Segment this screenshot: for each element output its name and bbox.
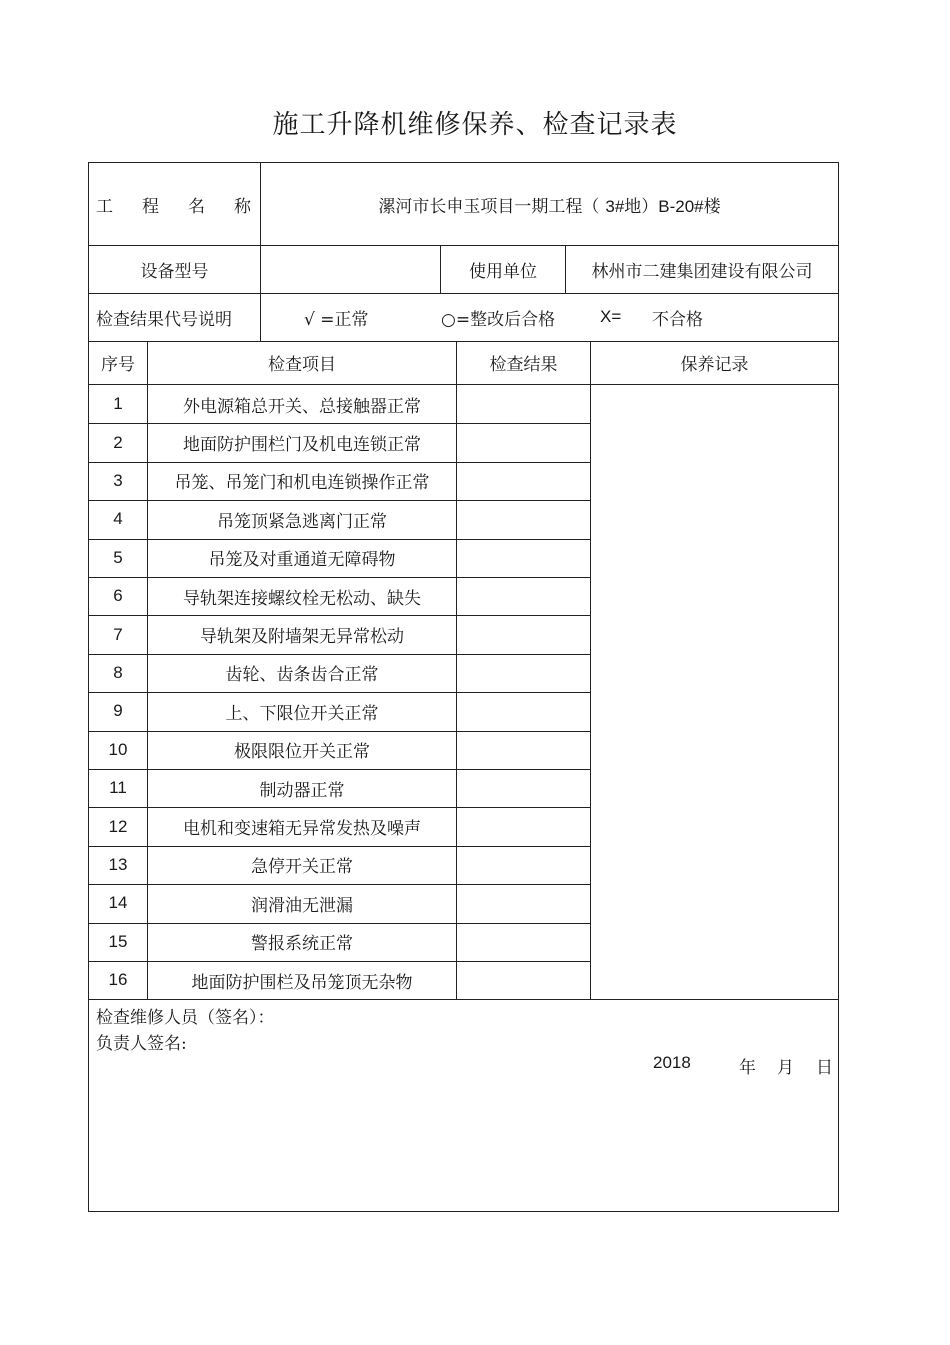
check-item: 吊笼及对重通道无障碍物 (208, 550, 396, 571)
check-result-cell[interactable] (457, 654, 590, 692)
check-result-cell[interactable] (457, 923, 590, 961)
row-number: 10 (108, 739, 128, 759)
date-year: 2018 (653, 1053, 691, 1072)
row-number: 3 (113, 470, 123, 490)
legend-normal: √ =正常 (304, 309, 369, 330)
project-name-value (261, 163, 838, 245)
row-number: 15 (108, 931, 128, 951)
row-number: 11 (109, 778, 127, 798)
legend-label: 检查结果代号说明 (96, 309, 232, 330)
form-title: 施工升降机维修保养、检查记录表 (272, 110, 678, 140)
check-result-cell[interactable] (457, 615, 590, 653)
row-number: 6 (113, 586, 123, 606)
check-item: 地面防护围栏门及机电连锁正常 (183, 435, 421, 456)
column-header-item: 检查项目 (268, 355, 336, 375)
inspector-signature-label: 检查维修人员（签名）： (96, 1008, 275, 1028)
user-unit-value: 林州市二建集团建设有限公司 (591, 261, 813, 282)
check-result-cell[interactable] (457, 731, 590, 769)
project-name-label (89, 163, 260, 245)
check-item: 地面防护围栏及吊笼顶无杂物 (191, 972, 413, 993)
user-unit-label: 使用单位 (469, 261, 537, 282)
check-result-cell[interactable] (457, 769, 590, 807)
check-result-cell[interactable] (457, 385, 590, 423)
date-month-unit: 月 (777, 1058, 794, 1078)
check-item: 外电源箱总开关、总接触器正常 (183, 396, 421, 417)
legend-rectified: ○=整改后合格 (441, 309, 556, 330)
row-number: 16 (108, 970, 128, 990)
equipment-model-value (261, 245, 440, 293)
check-item: 导轨架连接螺纹栓无松动、缺失 (183, 588, 421, 609)
row-number: 7 (113, 624, 123, 644)
date-day-unit: 日 (816, 1058, 833, 1078)
project-label-char: 工 (96, 196, 113, 217)
check-result-cell[interactable] (457, 807, 590, 845)
check-item: 极限限位开关正常 (234, 742, 370, 763)
check-item: 齿轮、齿条齿合正常 (225, 665, 379, 686)
row-number: 9 (113, 701, 123, 721)
check-item: 导轨架及附墙架无异常松动 (200, 627, 404, 648)
row-number: 1 (113, 394, 123, 414)
check-result-cell[interactable] (457, 577, 590, 615)
check-item: 吊笼、吊笼门和机电连锁操作正常 (174, 473, 430, 494)
project-name-part1: 漯河市长申玉项目一期工程（ (378, 196, 600, 217)
check-item: 制动器正常 (259, 780, 345, 801)
legend-fail-text: 不合格 (652, 309, 703, 330)
check-result-cell[interactable] (457, 500, 590, 538)
inspection-form (88, 162, 839, 1212)
row-number: 8 (113, 662, 123, 682)
maintenance-record-cell (591, 385, 838, 999)
check-item: 电机和变速箱无异常发热及噪声 (183, 819, 421, 840)
column-header-maintenance: 保养记录 (680, 355, 749, 375)
row-number: 5 (113, 547, 123, 567)
row-number: 4 (113, 509, 123, 529)
equipment-model-label: 设备型号 (140, 261, 209, 282)
column-header-no: 序号 (101, 355, 135, 375)
check-result-cell[interactable] (457, 961, 590, 999)
row-number: 12 (108, 816, 128, 836)
check-result-cell[interactable] (457, 692, 590, 730)
check-result-cell[interactable] (457, 539, 590, 577)
check-item: 吊笼顶紧急逃离门正常 (217, 511, 387, 532)
project-label-char: 称 (234, 196, 251, 217)
check-item: 急停开关正常 (251, 857, 353, 878)
check-result-cell[interactable] (457, 846, 590, 884)
check-item: 上、下限位开关正常 (225, 703, 379, 724)
responsible-signature-label: 负责人签名: (96, 1034, 187, 1054)
check-result-cell[interactable] (457, 462, 590, 500)
check-item: 润滑油无泄漏 (251, 895, 353, 916)
row-number: 13 (108, 854, 128, 874)
check-item: 警报系统正常 (251, 934, 353, 955)
project-label-char: 名 (188, 196, 205, 217)
date-year-unit: 年 (739, 1058, 756, 1078)
row-number: 2 (113, 432, 123, 452)
column-header-result: 检查结果 (489, 355, 558, 375)
project-name-part2: 3#地）B-20#楼 (605, 196, 721, 216)
check-result-cell[interactable] (457, 884, 590, 922)
row-number: 14 (108, 893, 128, 913)
legend-fail-symbol: X= (600, 307, 622, 326)
project-label-char: 程 (142, 196, 159, 217)
check-result-cell[interactable] (457, 423, 590, 461)
